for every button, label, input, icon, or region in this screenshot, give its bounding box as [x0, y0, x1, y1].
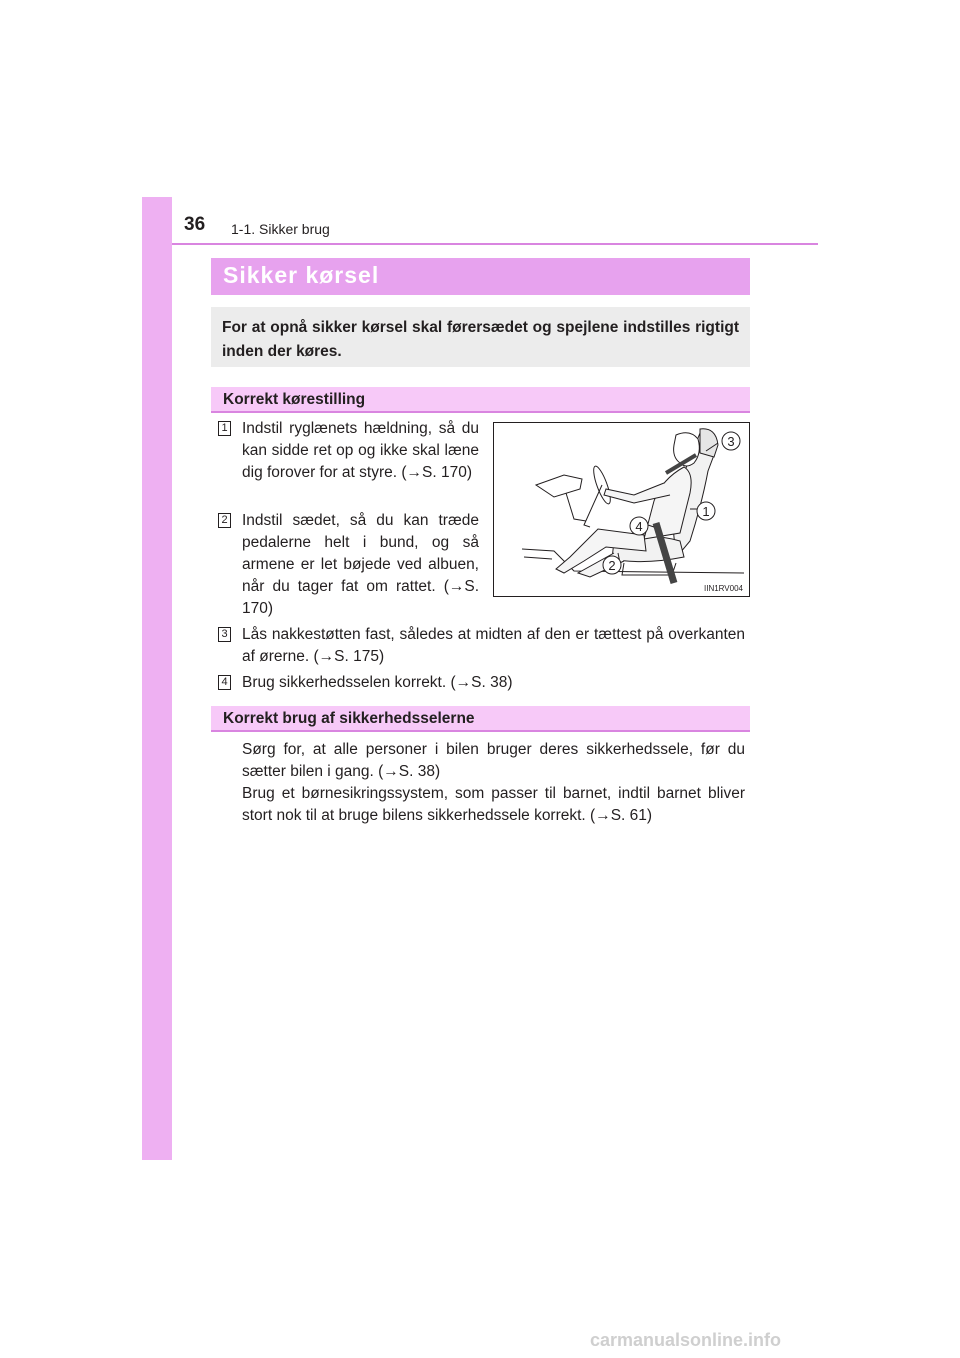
- driver-seat-drawing: [494, 423, 749, 596]
- item-number-badge: 4: [218, 675, 231, 690]
- item-1-text: Indstil ryglænets hældning, så du kan sidde ret op og ikke skal læne dig forover for at styre. (→S. 170): [242, 420, 479, 481]
- figure-code: IIN1RV004: [704, 584, 743, 593]
- item-number-badge: 3: [218, 627, 231, 642]
- callout-3: 3: [727, 434, 735, 449]
- header-divider: [172, 243, 818, 245]
- callout-4: 4: [635, 519, 643, 534]
- item-3-text: Lås nakkestøtten fast, således at midten af den er tættest på overkanten af ørerne. (→S. 175): [242, 626, 745, 665]
- page-number: 36: [184, 214, 206, 235]
- section-heading-seatbelts: [211, 706, 750, 732]
- watermark: carmanualsonline.info: [590, 1330, 782, 1350]
- section-heading-text: Korrekt kørestilling: [223, 391, 366, 408]
- driving-position-illustration: [493, 422, 750, 597]
- callout-2: 2: [608, 558, 616, 573]
- section-heading-text: Korrekt brug af sikkerhedsselerne: [223, 710, 475, 727]
- item-4-text: Brug sikkerhedsselen korrekt. (→S. 38): [242, 674, 513, 691]
- seatbelt-paragraph-2: Brug et børnesikringssystem, som passer til barnet, indtil barnet bliver stort nok til at bruge bilens sikkerhedssele korrekt. (→S. 61): [242, 785, 745, 824]
- item-2-text: Indstil sædet, så du kan træde pedalerne helt i bund, og så armene er let bøjede ved albuen, når du tager fat om rattet. (→S. 170): [242, 512, 479, 617]
- page-title: Sikker kørsel: [223, 262, 380, 288]
- item-number-badge: 2: [218, 513, 231, 528]
- side-tab: [142, 197, 172, 1160]
- seatbelt-paragraph-1: Sørg for, at alle personer i bilen bruger deres sikkerhedssele, før du sætter bilen i gang. (→S. 38): [242, 741, 745, 780]
- page-title-bar: [211, 258, 750, 295]
- intro-text: For at opnå sikker kørsel skal førersædet og spejlene indstilles rigtigt inden der køres.: [222, 319, 739, 360]
- section-heading-driving-position: [211, 387, 750, 413]
- intro-box: [211, 307, 750, 367]
- item-number-badge: 1: [218, 421, 231, 436]
- callout-1: 1: [702, 504, 710, 519]
- section-label: 1-1. Sikker brug: [231, 221, 330, 237]
